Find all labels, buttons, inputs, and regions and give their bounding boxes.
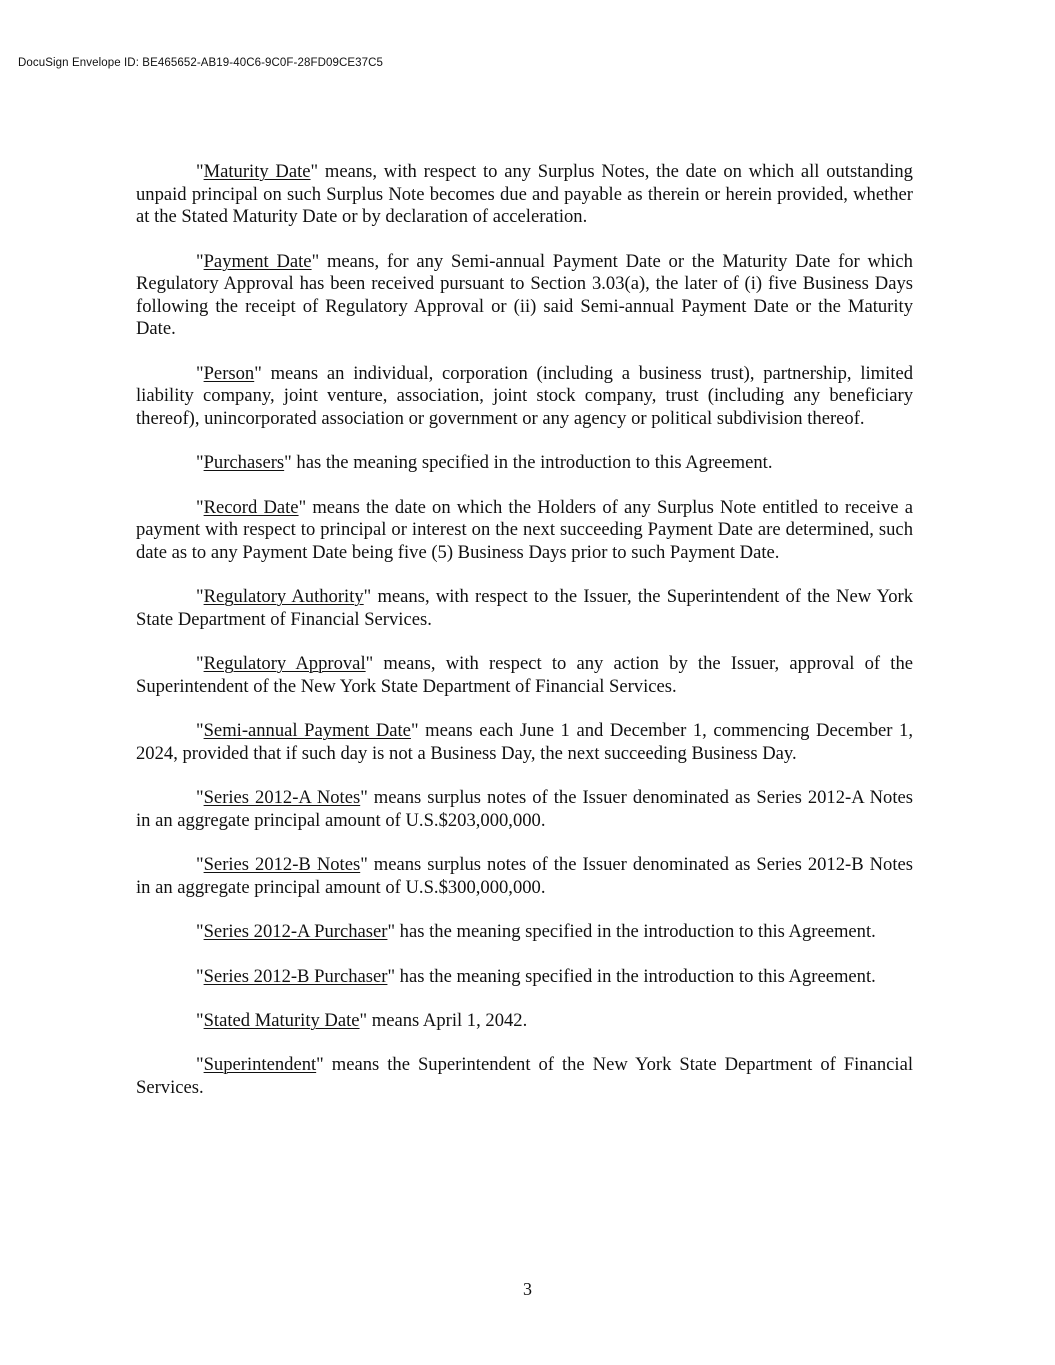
definition-text: means, with respect to any Surplus Notes, the date on which all outstanding unpaid principal on such Surplus Note becomes due and payable as therein or herein provided, whether at the Stated Maturity Date or by declaration of acceleration. (136, 161, 913, 228)
open-quote: " (196, 720, 204, 742)
docusign-envelope-id: DocuSign Envelope ID: BE465652-AB19-40C6-9C0F-28FD09CE37C5 (18, 57, 384, 69)
open-quote: " (196, 161, 204, 182)
defined-term: Series 2012-A Purchaser (203, 921, 388, 943)
defined-term: Maturity Date (203, 161, 311, 182)
open-quote: " (196, 452, 204, 474)
definitions-section (136, 161, 913, 1121)
close-quote: " (310, 161, 319, 182)
definition-text: has the meaning specified in the introduction to this Agreement. (291, 452, 773, 474)
definition-record-date (136, 497, 913, 565)
close-quote: " (311, 250, 320, 272)
definition-person (136, 363, 913, 431)
definition-series-2012-a-notes (136, 787, 913, 832)
open-quote: " (196, 362, 204, 384)
defined-term: Semi-annual Payment Date (203, 720, 411, 742)
defined-term: Series 2012-B Notes (203, 854, 361, 876)
definition-text: means surplus notes of the Issuer denominated as Series 2012-B Notes in an aggregate principal amount of U.S.$300,000,000. (136, 854, 913, 898)
open-quote: " (196, 921, 204, 943)
close-quote: " (360, 854, 368, 876)
definition-regulatory-approval (136, 653, 913, 698)
page-number: 3 (523, 1279, 532, 1299)
close-quote: " (298, 496, 307, 518)
open-quote: " (196, 854, 204, 876)
definition-text: has the meaning specified in the introduction to this Agreement. (395, 965, 876, 987)
open-quote: " (196, 1054, 204, 1076)
open-quote: " (196, 1010, 204, 1031)
defined-term: Series 2012-B Purchaser (203, 965, 388, 987)
definition-text: means each June 1 and December 1, commencing December 1, 2024, provided that if such day is not a Business Day, the next succeeding Business Day. (136, 720, 913, 764)
close-quote: " (254, 362, 262, 384)
defined-term: Payment Date (203, 250, 312, 272)
definition-stated-maturity-date (136, 1010, 913, 1033)
definition-series-2012-b-notes (136, 854, 913, 899)
close-quote: " (284, 452, 292, 474)
definition-series-2012-b-purchaser (136, 966, 913, 989)
definition-text: means, with respect to any action by the Issuer, approval of the Superintendent of the New York State Department of Financial Services. (136, 653, 913, 697)
defined-term: Record Date (203, 496, 299, 518)
definition-text: has the meaning specified in the introduction to this Agreement. (395, 921, 876, 943)
defined-term: Stated Maturity Date (203, 1010, 360, 1031)
definition-text: means the date on which the Holders of any Surplus Note entitled to receive a payment with respect to principal or interest on the next succeeding Payment Date are determined, such date as to any Payment Date being five (5) Business Days prior to such Payment Date. (136, 496, 913, 563)
definition-text: means, for any Semi-annual Payment Date or the Maturity Date for which Regulatory Approval has been received pursuant to Section 3.03(a), the later of (i) five Business Days following the receipt of Regulatory Approval or (ii) said Semi-annual Payment Date or the Maturity Date. (136, 250, 913, 340)
close-quote: " (410, 720, 419, 742)
definition-text: means the Superintendent of the New York State Department of Financial Services. (136, 1054, 913, 1098)
definition-series-2012-a-purchaser (136, 921, 913, 944)
definition-text: means, with respect to the Issuer, the Superintendent of the New York State Department of Financial Services. (136, 586, 913, 630)
open-quote: " (196, 496, 204, 518)
defined-term: Regulatory Authority (203, 586, 364, 608)
defined-term: Person (203, 362, 255, 384)
open-quote: " (196, 586, 204, 608)
definition-text: means surplus notes of the Issuer denominated as Series 2012-A Notes in an aggregate principal amount of U.S.$203,000,000. (136, 787, 913, 831)
definition-payment-date (136, 251, 913, 341)
definition-text: means an individual, corporation (including a business trust), partnership, limited liability company, joint venture, association, joint stock company, trust (including any beneficiary thereof), unincorporated association or government or any agency or political subdivision thereof. (136, 362, 913, 429)
close-quote: " (316, 1054, 324, 1076)
open-quote: " (196, 653, 204, 675)
definition-regulatory-authority (136, 586, 913, 631)
definition-superintendent (136, 1054, 913, 1099)
close-quote: " (360, 787, 368, 809)
defined-term: Series 2012-A Notes (203, 787, 361, 809)
open-quote: " (196, 250, 204, 272)
definition-semi-annual-payment-date (136, 720, 913, 765)
definition-purchasers (136, 452, 913, 475)
close-quote: " (363, 586, 372, 608)
definition-maturity-date (136, 161, 913, 229)
close-quote: " (365, 653, 374, 675)
close-quote: " (359, 1010, 368, 1031)
defined-term: Superintendent (203, 1054, 317, 1076)
open-quote: " (196, 965, 204, 987)
defined-term: Regulatory Approval (203, 653, 366, 675)
definition-text: means April 1, 2042. (367, 1010, 528, 1031)
close-quote: " (387, 965, 396, 987)
close-quote: " (387, 921, 396, 943)
open-quote: " (196, 787, 204, 809)
defined-term: Purchasers (203, 452, 285, 474)
